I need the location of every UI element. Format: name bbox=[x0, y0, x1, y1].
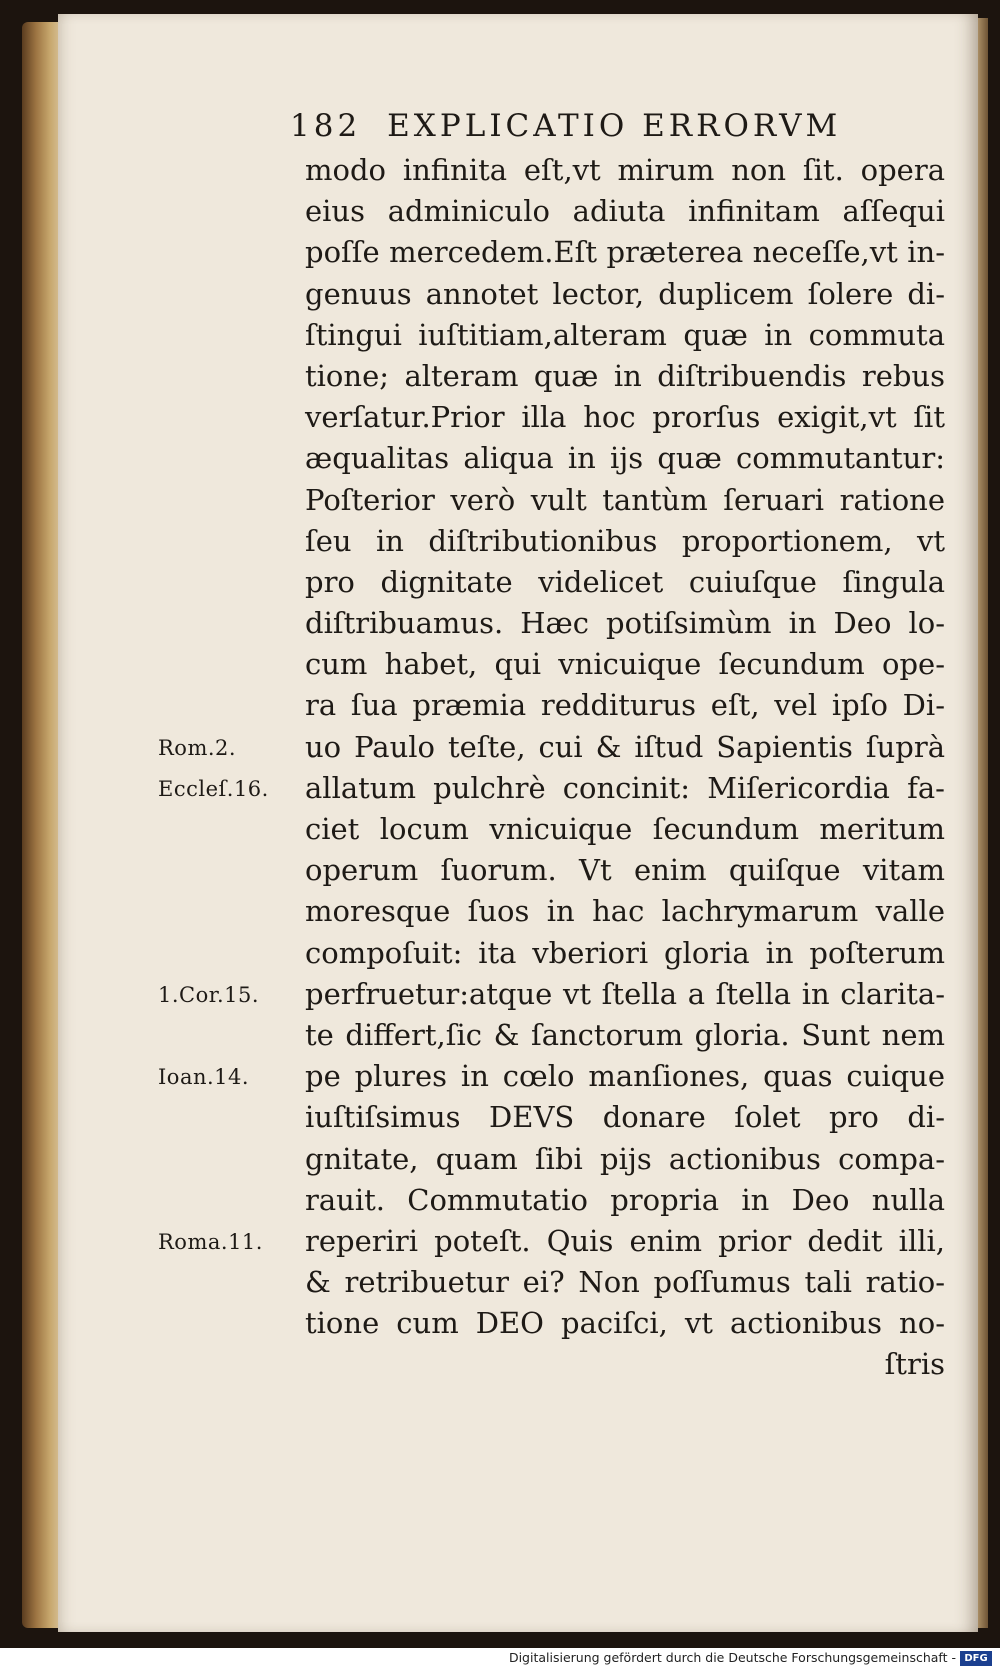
margin-note: Ioan.14. bbox=[158, 1065, 250, 1090]
text-line: Poſterior verò vult tantùm ſeruari ratione bbox=[305, 482, 945, 517]
margin-note: Eccleſ.16. bbox=[158, 777, 269, 801]
text-line: iuſtiſsimus DEVS donare ſolet pro di- bbox=[305, 1100, 945, 1135]
margin-note: 1.Cor.15. bbox=[158, 983, 260, 1007]
dfg-logo-icon: DFG bbox=[960, 1651, 992, 1666]
text-line: modo infinita eſt,vt mirum non ſit. opera bbox=[305, 153, 945, 187]
text-line: & retribuetur ei? Non poſſumus tali ratio- bbox=[305, 1265, 945, 1300]
book-edge bbox=[22, 22, 62, 1628]
running-head bbox=[290, 108, 841, 144]
text-line: tione cum DEO paciſci, vt actionibus no- bbox=[305, 1306, 945, 1341]
text-line: operum ſuorum. Vt enim quiſque vitam bbox=[305, 853, 945, 888]
running-title: EXPLICATIO ERRORVM bbox=[387, 108, 842, 144]
margin-note: Roma.11. bbox=[158, 1230, 263, 1255]
text-line: gnitate, quam ſibi pijs actionibus compa- bbox=[305, 1141, 945, 1176]
text-line: allatum pulchrè concinit: Miſericordia fa- bbox=[305, 770, 945, 805]
main-text-block bbox=[305, 150, 945, 1386]
text-line: tione; alteram quæ in diſtribuendis rebus bbox=[305, 358, 945, 393]
footer-credit: Digitalisierung gefördert durch die Deutsche Forschungsgemeinschaft - bbox=[508, 1650, 956, 1665]
text-line: diſtribuamus. Hæc potiſsimùm in Deo lo- bbox=[305, 606, 945, 641]
text-line: perfruetur:atque vt ſtella a ſtella in clarita- bbox=[305, 976, 945, 1011]
page-right-edge bbox=[978, 18, 988, 1628]
text-line: ciet locum vnicuique ſecundum meritum bbox=[305, 812, 945, 846]
text-line: te differt,ſic & ſanctorum gloria. Sunt nem bbox=[305, 1017, 945, 1052]
footer-bar bbox=[0, 1648, 1000, 1671]
text-line: uo Paulo teſte, cui & iſtud Sapientis ſuprà bbox=[305, 729, 945, 764]
text-line: eius adminiculo adiuta infinitam aſſequi bbox=[305, 194, 945, 229]
text-line: pe plures in cœlo manſiones, quas cuique bbox=[305, 1059, 945, 1094]
text-line: æqualitas aliqua in ijs quæ commutantur: bbox=[305, 441, 945, 476]
text-line: cum habet, qui vnicuique ſecundum ope- bbox=[305, 647, 945, 682]
text-line: ſtris bbox=[884, 1347, 945, 1382]
text-line: ſtingui iuſtitiam,alteram quæ in commuta bbox=[305, 317, 945, 352]
text-line: poſſe mercedem.Eſt præterea neceſſe,vt in- bbox=[305, 235, 945, 270]
text-line: rauit. Commutatio propria in Deo nulla bbox=[305, 1182, 945, 1217]
text-line: genuus annotet lector, duplicem ſolere di- bbox=[305, 276, 945, 311]
margin-note: Rom.2. bbox=[158, 735, 237, 760]
text-line: ra ſua præmia redditurus eſt, vel ipſo Di- bbox=[305, 688, 945, 723]
text-line: reperiri poteſt. Quis enim prior dedit illi, bbox=[305, 1223, 945, 1258]
page-number: 182 bbox=[290, 108, 362, 144]
text-line: compoſuit: ita vberiori gloria in poſterum bbox=[305, 935, 945, 970]
text-line: verſatur.Prior illa hoc prorſus exigit,vt ſit bbox=[305, 400, 945, 435]
text-line: moresque ſuos in hac lachrymarum valle bbox=[305, 894, 945, 929]
text-line: pro dignitate videlicet cuiuſque ſingula bbox=[305, 564, 945, 599]
text-line: ſeu in diſtributionibus proportionem, vt bbox=[305, 523, 945, 558]
